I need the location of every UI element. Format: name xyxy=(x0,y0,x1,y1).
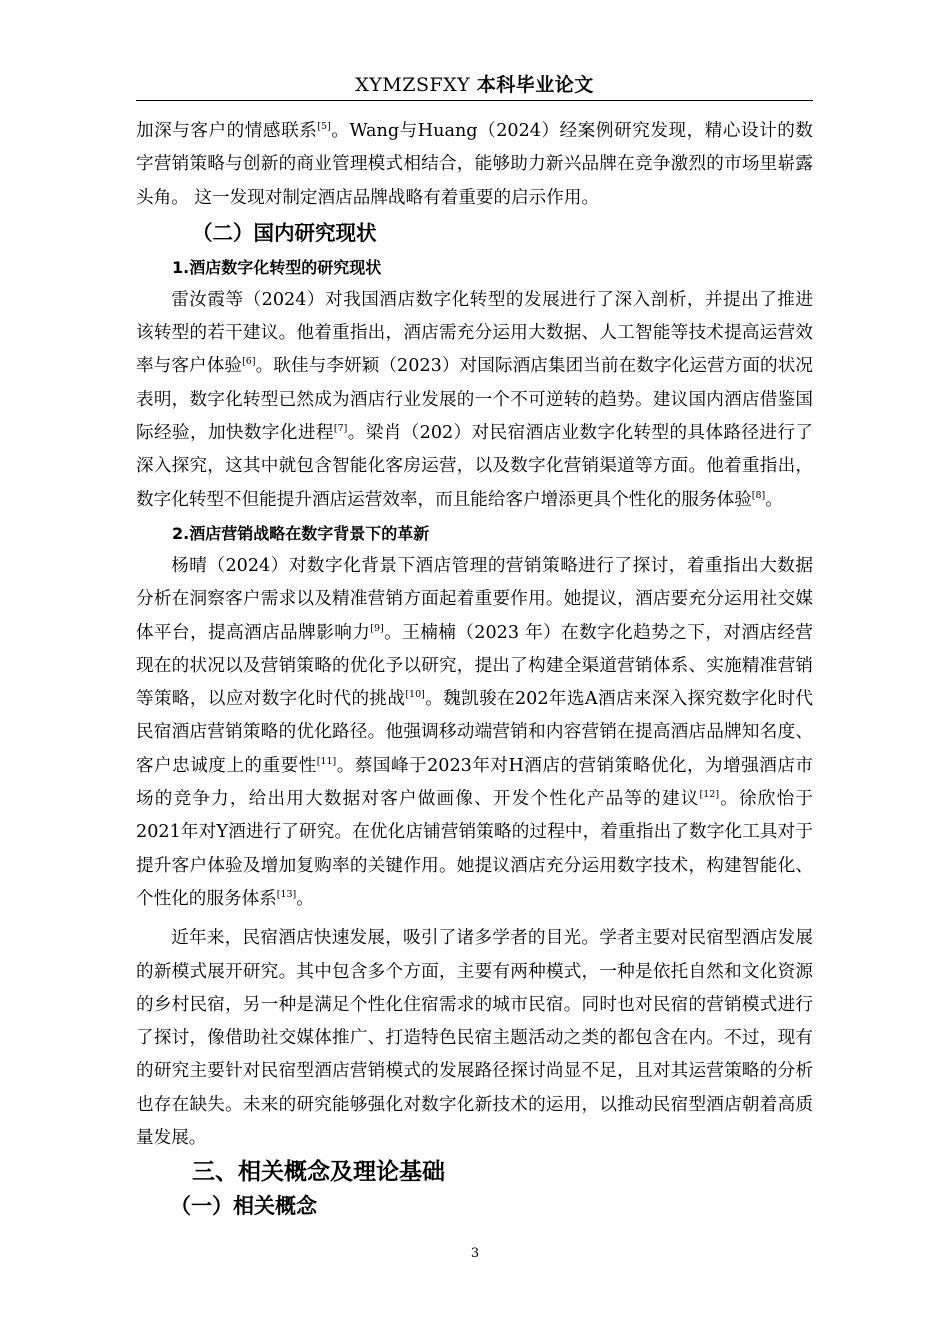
text-run: 。 xyxy=(296,888,314,909)
paragraph-intro-continued xyxy=(136,115,813,215)
paragraph-digital-transformation xyxy=(136,284,813,517)
citation: [7] xyxy=(333,423,348,435)
text-run: 。梁肖（202）对民宿酒店业数字化转型的具体路径进行了深入探究，这其中就包含智能化客房运营，以及数字化营销渠道等方面。他着重指出，数字化转型不但能提升酒店运营效率，而且能给客户增添更具个性化的服务体验 xyxy=(136,423,813,510)
page-header xyxy=(136,70,813,101)
text-run: 。魏凯骏在202年选A酒店来深入探究数字化时代民宿酒店营销策略的优化路径。他强调移动端营销和内容营销在提高酒店品牌知名度、客户忠诚度上的重要性 xyxy=(136,689,813,776)
text-run: 杨晴（2024）对数字化背景下酒店管理的营销策略进行了探讨，着重指出大数据分析在洞察客户需求以及精准营销方面起着重要作用。她提议，酒店要充分运用社交媒体平台，提高酒店品牌影响力 xyxy=(136,555,813,643)
text-run: 雷汝霞等（2024）对我国酒店数字化转型的发展进行了深入剖析，并提出了推进该转型的若干建议。他着重指出，酒店需充分运用大数据、人工智能等技术提高运营效率与客户体验 xyxy=(136,289,813,377)
citation: [10] xyxy=(405,689,425,701)
text-run: 。蔡国峰于2023年对H酒店的营销策略优化，为增强酒店市场的竞争力，给出用大数据对客户做画像、开发个性化产品等的建议 xyxy=(136,755,813,810)
header-title: 本科毕业论文 xyxy=(476,74,594,96)
citation: [9] xyxy=(370,622,384,634)
citation: [12] xyxy=(699,789,720,801)
text-run: 。徐欣怡于2021年对Y酒进行了研究。在优化店铺营销策略的过程中，着重指出了数字化工具对于提升客户体验及增加复购率的关键作用。她提议酒店充分运用数字技术，构建智能化、个性化的服务体系 xyxy=(136,789,813,909)
subsection-heading-2: 2.酒店营销战略在数字背景下的革新 xyxy=(172,523,430,543)
text-run: 。Wang与Huang（2024）经案例研究发现，精心设计的数字营销策略与创新的商业管理模式相结合，能够助力新兴品牌在竞争激烈的市场里崭露头角。 这一发现对制定酒店品牌战略有着重要的启示作用。 xyxy=(136,121,813,208)
text-run: 。王楠楠（2023 年）在数字化趋势之下，对酒店经营现在的状况以及营销策略的优化予以研究，提出了构建全渠道营销体系、实施精准营销等策略，以应对数字化时代的挑战 xyxy=(136,622,813,710)
chapter-heading-3: 三、相关概念及理论基础 xyxy=(192,1159,445,1186)
text-run: 。 xyxy=(765,489,783,510)
paragraph-homestay-summary: 近年来，民宿酒店快速发展，吸引了诸多学者的目光。学者主要对民宿型酒店发展的新模式展开研究。其中包含多个方面，主要有两种模式，一种是依托自然和文化资源的乡村民宿，另一种是满足个性化住宿需求的城市民宿。同时也对民宿的营销模式进行了探讨，像借助社交媒体推广、打造特色民宿主题活动之类的都包含在内。不过，现有的研究主要针对民宿型酒店营销模式的发展路径探讨尚显不足，且对其运营策略的分析也存在缺失。未来的研究能够强化对数字化新技术的运用，以推动民宿型酒店朝着高质量发展。 xyxy=(136,928,813,1149)
section-heading-concepts: （一）相关概念 xyxy=(170,1194,317,1219)
page-body xyxy=(136,115,813,1223)
header-latin: XYMZSFXY xyxy=(355,74,477,96)
citation: [6] xyxy=(242,356,256,368)
citation: [11] xyxy=(316,755,337,767)
text-run: 加深与客户的情感联系 xyxy=(136,121,318,141)
page-number: 3 xyxy=(470,1246,480,1261)
subsection-heading-1: 1.酒店数字化转型的研究现状 xyxy=(172,257,382,277)
citation: [8] xyxy=(751,489,766,501)
paragraph-marketing-strategy xyxy=(136,550,813,916)
text-run: 。耿佳与李妍颖（2023）对国际酒店集团当前在数字化运营方面的状况表明，数字化转型已然成为酒店行业发展的一个不可逆转的趋势。建议国内酒店借鉴国际经验，加快数字化进程 xyxy=(136,356,813,444)
section-heading-domestic-research: （二）国内研究现状 xyxy=(192,220,377,245)
citation: [13] xyxy=(276,888,297,900)
citation: [5] xyxy=(317,121,331,132)
